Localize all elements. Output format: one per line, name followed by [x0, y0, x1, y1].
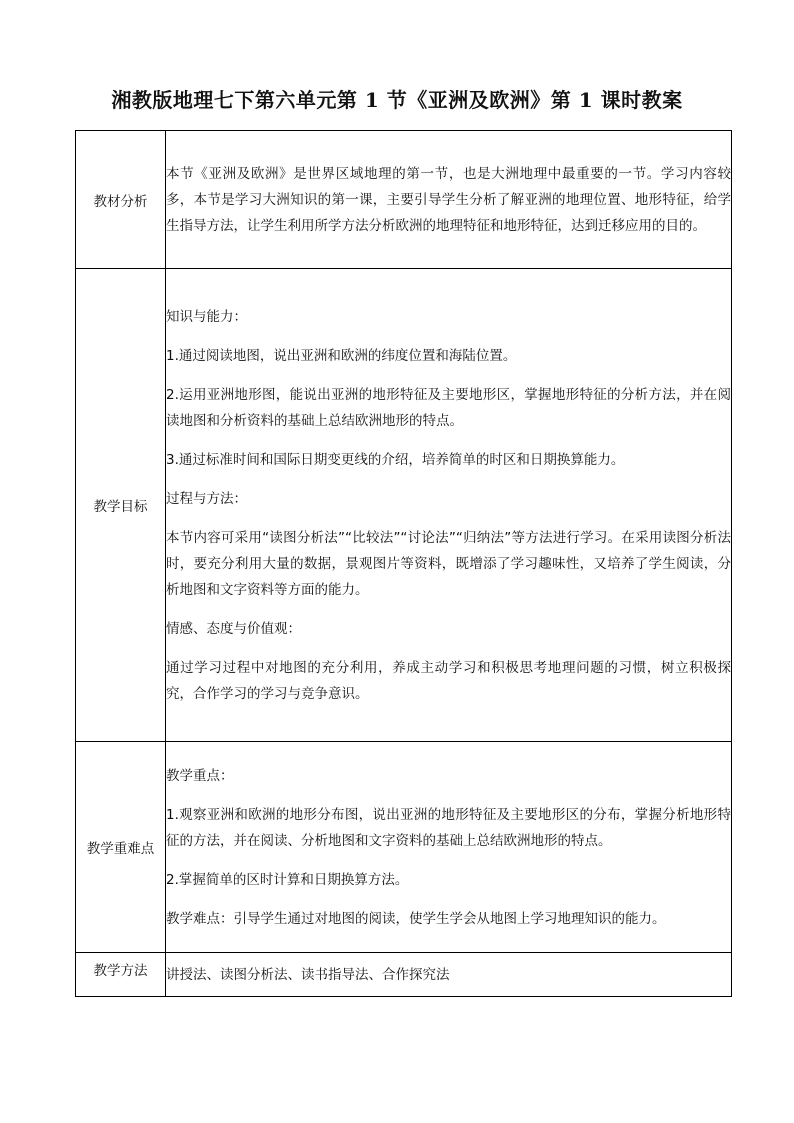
table-row	[76, 953, 732, 997]
page-title: 湘教版地理七下第六单元第 1 节《亚洲及欧洲》第 1 课时教案	[111, 88, 683, 112]
paragraph: 2.掌握简单的区时计算和日期换算方法。	[166, 871, 409, 888]
paragraph: 情感、态度与价值观：	[166, 620, 301, 637]
row-content-material-analysis	[166, 131, 732, 269]
paragraph: 通过学习过程中对地图的充分利用，养成主动学习和积极思考地理问题的习惯，树立积极探究，合作学习的学习与竞争意识。	[166, 659, 731, 702]
table-row	[76, 269, 732, 742]
paragraph: 过程与方法：	[166, 490, 247, 507]
paragraph: 本节内容可采用“读图分析法”“比较法”“讨论法”“归纳法”等方法进行学习。在采用读图分析法时，要充分利用大量的数据，景观图片等资料，既增添了学习趣味性，又培养了学生阅读，分析地图和文字资料等方面的能力。	[166, 529, 731, 598]
row-label-key-difficult-points: 教学重难点	[76, 742, 166, 953]
paragraph: 1.通过阅读地图，说出亚洲和欧洲的纬度位置和海陆位置。	[166, 347, 517, 364]
paragraph: 教学重点：	[166, 767, 234, 784]
row-content-teaching-methods	[166, 953, 732, 997]
row-content-teaching-objectives	[166, 269, 732, 742]
paragraph: 知识与能力：	[166, 308, 247, 325]
table-row	[76, 131, 732, 269]
paragraph: 讲授法、读图分析法、读书指导法、合作探究法	[166, 966, 450, 983]
lesson-plan-table	[75, 130, 732, 997]
paragraph: 教学难点：引导学生通过对地图的阅读，使学生学会从地图上学习地理知识的能力。	[166, 910, 666, 927]
paragraph: 3.通过标准时间和国际日期变更线的介绍，培养简单的时区和日期换算能力。	[166, 451, 625, 468]
paragraph: 2.运用亚洲地形图，能说出亚洲的地形特征及主要地形区，掌握地形特征的分析方法，并在阅读地图和分析资料的基础上总结欧洲地形的特点。	[166, 386, 731, 429]
row-label-teaching-objectives: 教学目标	[76, 269, 166, 742]
paragraph: 本节《亚洲及欧洲》是世界区域地理的第一节，也是大洲地理中最重要的一节。学习内容较多，本节是学习大洲知识的第一课，主要引导学生分析了解亚洲的地理位置、地形特征，给学生指导方法，让学生利用所学方法分析欧洲的地理特征和地形特征，达到迁移应用的目的。	[166, 165, 731, 234]
table-row	[76, 742, 732, 953]
paragraph: 1.观察亚洲和欧洲的地形分布图，说出亚洲的地形特征及主要地形区的分布，掌握分析地形特征的方法，并在阅读、分析地图和文字资料的基础上总结欧洲地形的特点。	[166, 806, 731, 849]
row-content-key-difficult-points	[166, 742, 732, 953]
row-label-material-analysis: 教材分析	[76, 131, 166, 269]
row-label-teaching-methods: 教学方法	[76, 953, 166, 997]
